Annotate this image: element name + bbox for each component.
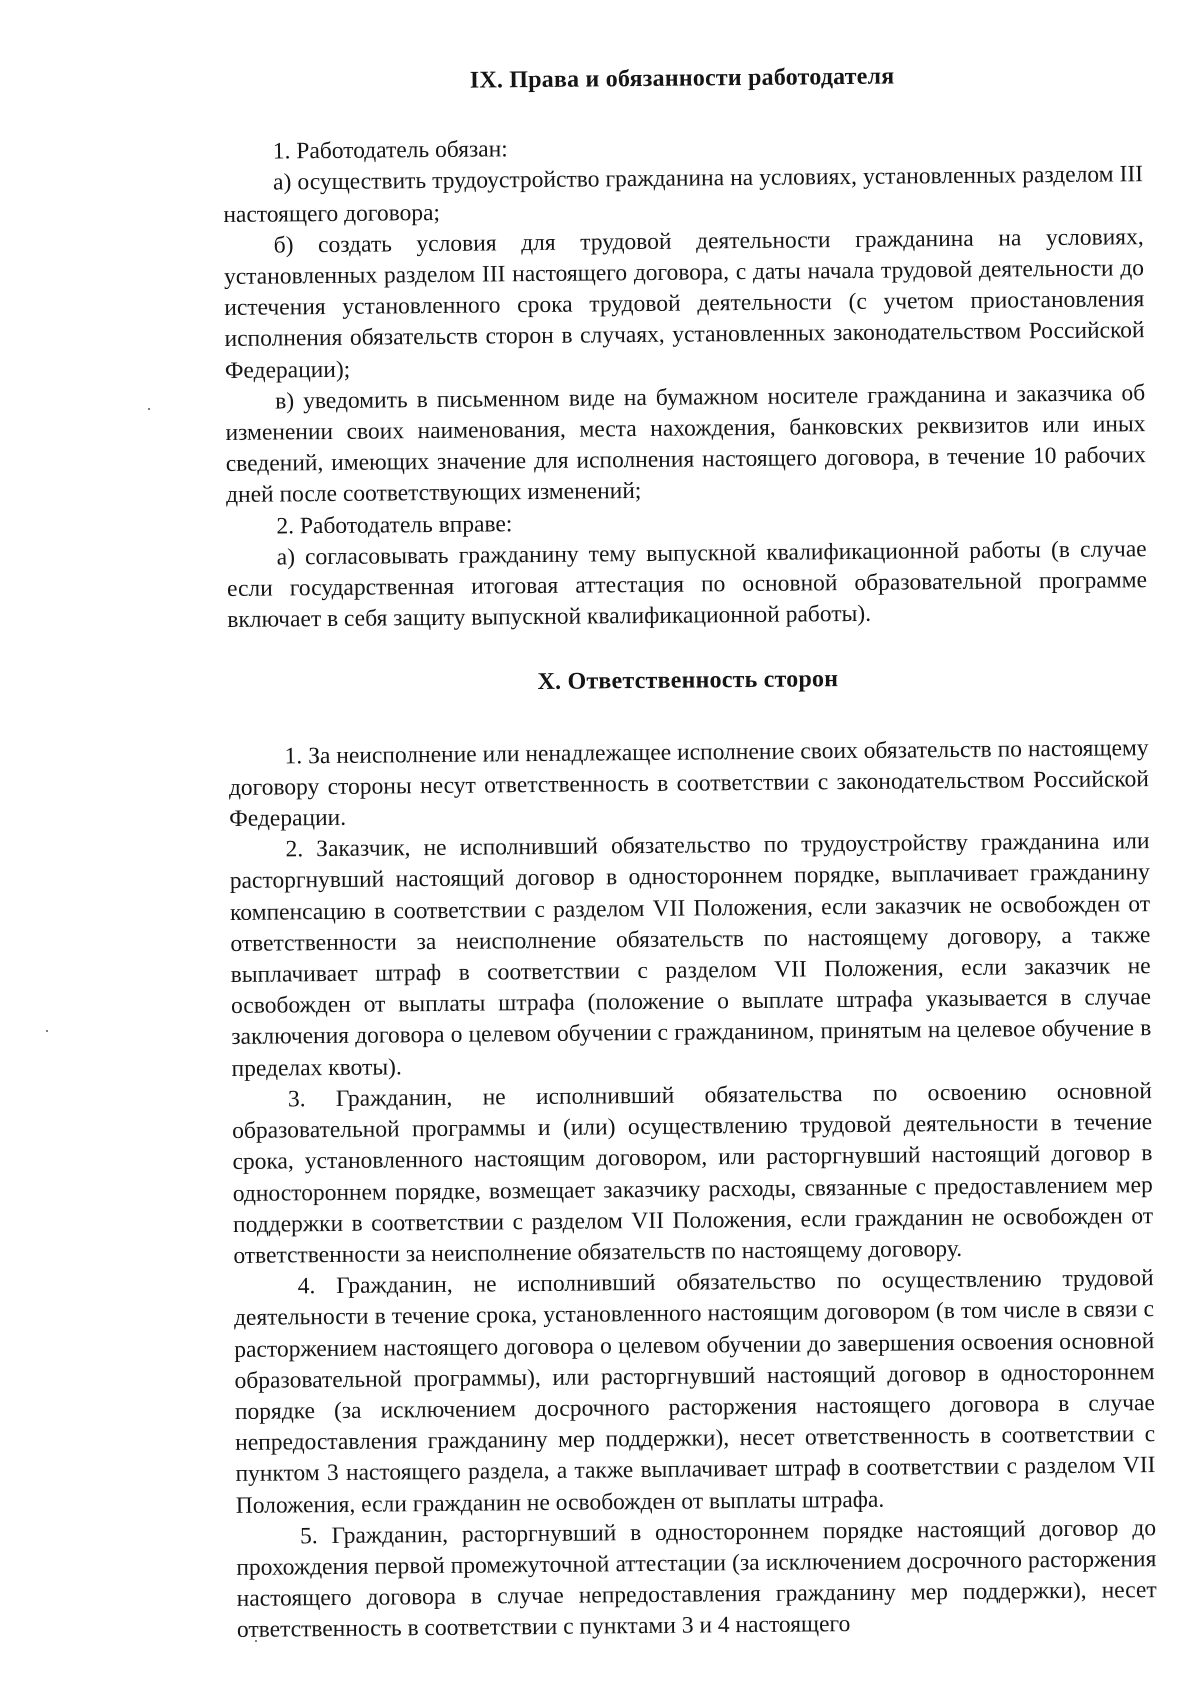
paragraph: б) создать условия для трудовой деятельности гражданина на условиях, установленных разделом III настоящего договора, с даты начала трудовой деятельности до истечения установленного срока трудовой деятельности (с учетом приостановления исполнения обязательств сторон в случаях, установленных законодательством Российской Федерации); [223, 223, 1145, 384]
paragraph: 1. Работодатель обязан: [272, 136, 508, 165]
section-title: IX. Права и обязанности работодателя [469, 63, 895, 94]
scan-speck [148, 408, 150, 410]
section-liability [228, 662, 1157, 1647]
paragraph: 2. Заказчик, не исполнивший обязательство по трудоустройству гражданина или расторгнувший настоящий договор в одностороннем порядке, выплачивает гражданину компенсацию в соответствии с разделом VII Положения, если заказчик не освобожден от ответственности за неисполнение обязательств по настоящему договору, а также выплачивает штраф в соответствии с разделом VII Положения, если заказчик не освобожден от выплаты штрафа (положение о выплате штрафа указывается в случае заключения договора о целевом обучении с гражданином, принятым на целевое обучение в пределах квоты). [229, 828, 1152, 1082]
paragraph: 5. Гражданин, расторгнувший в одностороннем порядке настоящий договор до прохождения первой промежуточной аттестации (за исключением досрочного расторжения настоящего договора в случае непредоставления гражданину мер поддержки), несет ответственность в соответствии с пунктами 3 и 4 настоящего [236, 1514, 1157, 1644]
document-body [222, 59, 1157, 1646]
paragraph: а) согласовывать гражданину тему выпускной квалификационной работы (в случае если государственная итоговая аттестация по основной образовательной программе включает в себя защиту выпускной квалификационной работы). [226, 535, 1148, 634]
paragraph: 3. Гражданин, не исполнивший обязательства по освоению основной образовательной программы и (или) осуществлению трудовой деятельности в течение срока, установленного настоящим договором, или расторгнувший настоящий договор в одностороннем порядке, возмещает заказчику расходы, связанные с предоставлением мер поддержки в соответствии с разделом VII Положения, если гражданин не освобожден от ответственности за неисполнение обязательств по настоящему договору. [232, 1078, 1154, 1269]
paragraph: 4. Гражданин, не исполнивший обязательство по осуществлению трудовой деятельности в течение срока, установленного настоящим договором (в том числе в связи с расторжением настоящего договора о целевом обучении до завершения освоения основной образовательной программы), или расторгнувший настоящий договор в одностороннем порядке (за исключением досрочного расторжения настоящего договора в случае непредоставления гражданину мер поддержки), несет ответственность в соответствии с пунктом 3 настоящего раздела, а также выплачивает штраф в соответствии с разделом VII Положения, если гражданин не освобожден от выплаты штрафа. [233, 1265, 1156, 1519]
section-employer-rights [222, 59, 1147, 636]
section-title: X. Ответственность сторон [537, 666, 839, 696]
paragraph: 2. Работодатель вправе: [276, 510, 513, 540]
scan-speck [46, 1030, 48, 1032]
paragraph: 1. За неисполнение или ненадлежащее исполнение своих обязательств по настоящему договору стороны несут ответственность в соответствии с законодательством Российской Федерации. [228, 734, 1149, 833]
paragraph: а) осуществить трудоустройство гражданина на условиях, установленных разделом III настоящего договора; [223, 161, 1144, 228]
paragraph: в) уведомить в письменном виде на бумажном носителе гражданина и заказчика об изменении своих наименования, места нахождения, банковских реквизитов или иных сведений, имеющих значение для исполнения настоящего договора, в течение 10 рабочих дней после соответствующих изменений; [225, 379, 1146, 509]
